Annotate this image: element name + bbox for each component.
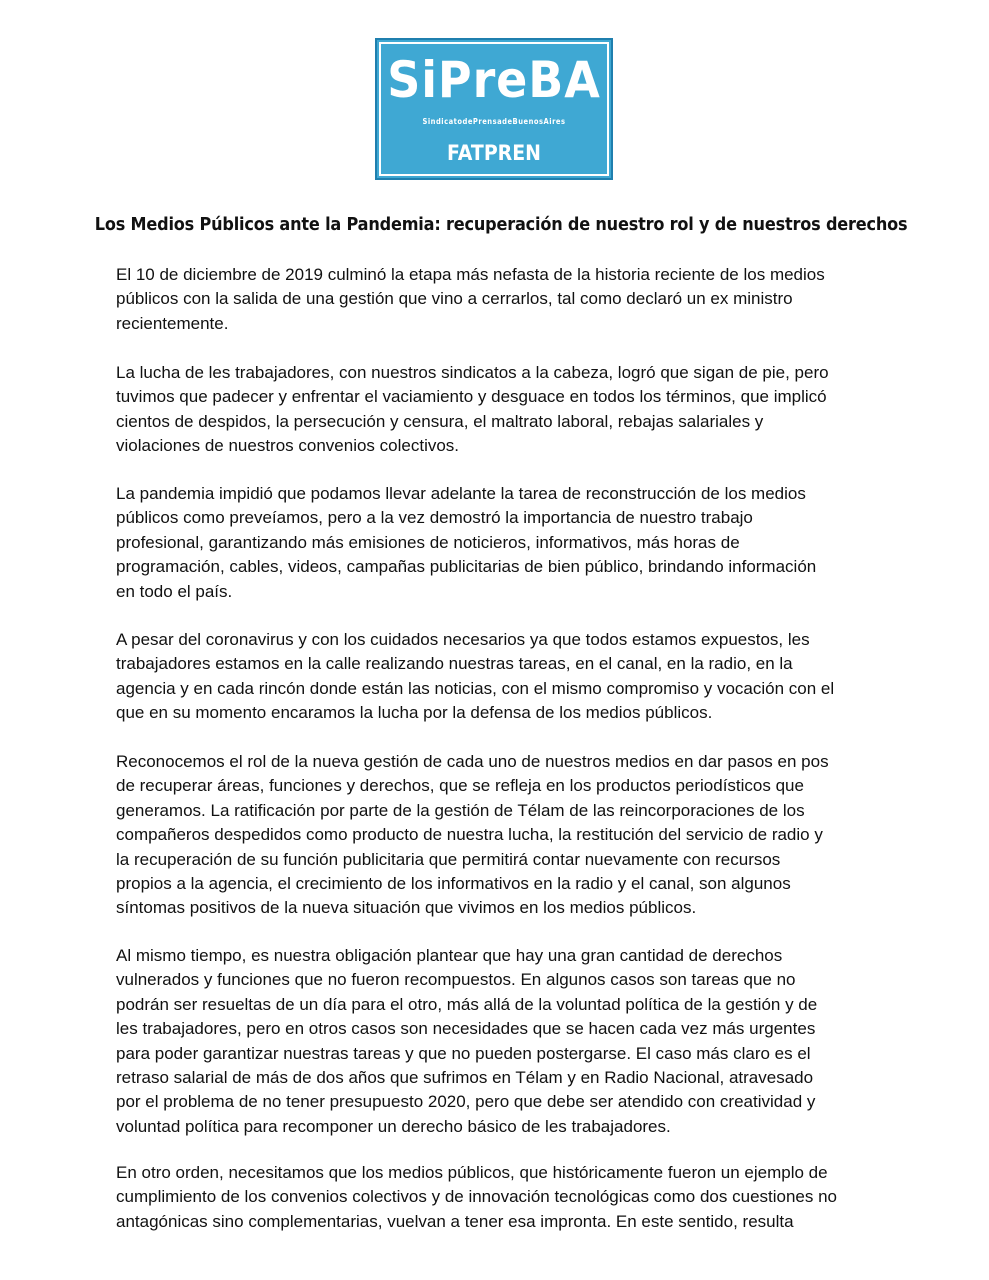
text-line: cumplimiento de los convenios colectivos y de innovación tecnológicas como dos cuestiones no (116, 1187, 838, 1207)
text-line: violaciones de nuestros convenios colectivos. (116, 436, 460, 456)
logo-name: SiPreBA (387, 51, 601, 109)
paragraph (116, 361, 876, 459)
text-line: de recuperar áreas, funciones y derechos, que se refleja en los productos periodísticos que (116, 776, 804, 796)
text-line: públicos con la salida de una gestión que vino a cerrarlos, tal como declaró un ex ministro (116, 289, 793, 309)
text-line: tuvimos que padecer y enfrentar el vaciamiento y desguace en todos los términos, que implicó (116, 387, 827, 407)
text-line: públicos como preveíamos, pero a la vez demostró la importancia de nuestro trabajo (116, 508, 753, 528)
sipreba-logo (375, 38, 613, 180)
text-line: vulnerados y funciones que no fueron recompuestos. En algunos casos son tareas que no (116, 970, 796, 990)
text-line: La pandemia impidió que podamos llevar adelante la tarea de reconstrucción de los medios (116, 484, 806, 503)
text-line: trabajadores estamos en la calle realizando nuestras tareas, en el canal, en la radio, en la (116, 654, 793, 674)
text-line: síntomas positivos de la nueva situación que vivimos en los medios públicos. (116, 898, 697, 918)
text-line: A pesar del coronavirus y con los cuidados necesarios ya que todos estamos expuestos, les (116, 630, 810, 649)
paragraph (116, 1161, 876, 1234)
text-line: agencia y en cada rincón donde están las noticias, con el mismo compromiso y vocación con el (116, 678, 835, 698)
text-line: por el problema de no tener presupuesto 2020, pero que debe ser atendido con creatividad y (116, 1092, 816, 1112)
text-line: podrán ser resueltas de un día para el otro, más allá de la voluntad política de la gestión y de (116, 994, 818, 1014)
text-line: cientos de despidos, la persecución y censura, el maltrato laboral, rebajas salariales y (116, 411, 764, 431)
text-line: la recuperación de su función publicitaria que permitirá contar nuevamente con recursos (116, 849, 781, 869)
text-line: En otro orden, necesitamos que los medios públicos, que históricamente fueron un ejemplo de (116, 1163, 828, 1182)
text-line: La lucha de les trabajadores, con nuestros sindicatos a la cabeza, logró que sigan de pie, pero (116, 363, 829, 382)
text-line: compañeros despedidos como producto de nuestra lucha, la restitución del servicio de radio y (116, 825, 823, 845)
text-line: en todo el país. (116, 581, 233, 601)
text-line: Al mismo tiempo, es nuestra obligación plantear que hay una gran cantidad de derechos (116, 946, 783, 965)
paragraph (116, 628, 876, 726)
text-line: les trabajadores, pero en otros casos son necesidades que se hacen cada vez más urgentes (116, 1019, 816, 1039)
text-line: para poder garantizar nuestras tareas y que no pueden postergarse. El caso más claro es el (116, 1043, 811, 1063)
text-line: que en su momento encaramos la lucha por la defensa de los medios públicos. (116, 703, 713, 723)
text-line: generamos. La ratificación por parte de la gestión de Télam de las reincorporaciones de los (116, 800, 805, 820)
text-line: El 10 de diciembre de 2019 culminó la etapa más nefasta de la historia reciente de los medios (116, 265, 825, 284)
text-line: antagónicas sino complementarias, vuelvan a tener esa impronta. En este sentido, resulta (116, 1211, 794, 1231)
paragraph (116, 750, 876, 921)
paragraph (116, 263, 876, 336)
text-line: recientemente. (116, 313, 229, 333)
text-line: programación, cables, videos, campañas publicitarias de bien público, brindando información (116, 557, 817, 577)
text-line: profesional, garantizando más emisiones de noticieros, informativos, más horas de (116, 532, 740, 552)
text-line: retraso salarial de más de dos años que sufrimos en Télam y en Radio Nacional, atravesado (116, 1068, 814, 1088)
text-line: propios a la agencia, el crecimiento de los informativos en la radio y el canal, son algunos (116, 874, 791, 894)
text-line: voluntad política para recomponer un derecho básico de les trabajadores. (116, 1116, 671, 1136)
document-title: Los Medios Públicos ante la Pandemia: recuperación de nuestro rol y de nuestros derechos (94, 215, 908, 235)
logo-subtitle: SindicatodePrensadeBuenosAires (422, 117, 566, 126)
logo-federation: FATPREN (447, 141, 541, 165)
text-line: Reconocemos el rol de la nueva gestión de cada uno de nuestros medios en dar pasos en pos (116, 752, 829, 771)
paragraph (116, 482, 876, 604)
paragraph (116, 944, 876, 1139)
